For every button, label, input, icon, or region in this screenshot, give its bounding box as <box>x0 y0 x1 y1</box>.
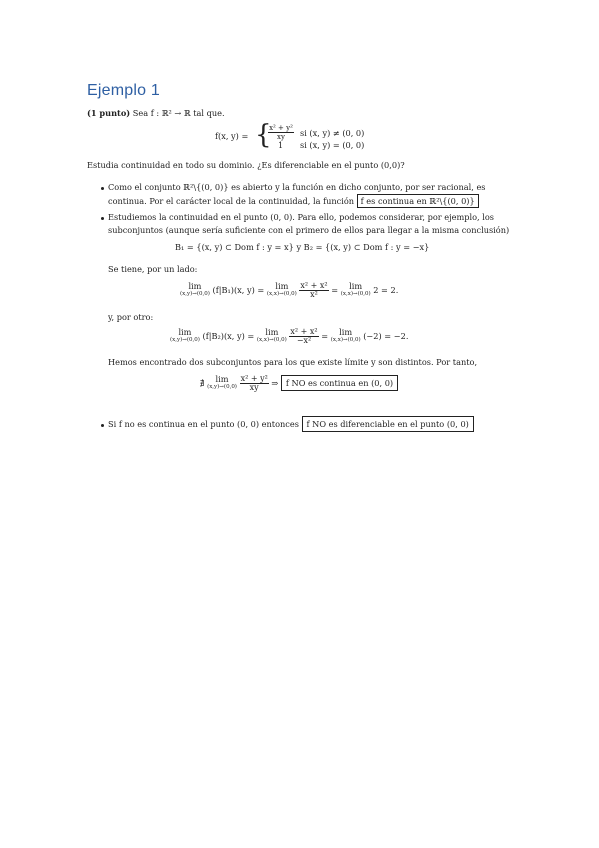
piecewise-lhs: f(x, y) = <box>215 131 249 141</box>
not-exists-symbol: ∄ <box>200 378 205 388</box>
lim-sub: (x,x)→(0,0) <box>330 337 361 343</box>
example-title: Ejemplo 1 <box>87 82 160 99</box>
lim1-denominator: x² <box>310 290 318 299</box>
bullet1-line1: Como el conjunto ℝ²\{(0, 0)} es abierto y la función en dicho conjunto, por ser racional, es <box>108 182 486 192</box>
bullet3-text: Si f no es continua en el punto (0, 0) entonces <box>108 419 299 429</box>
bullet-dot <box>101 187 104 190</box>
lim-op: lim <box>215 374 229 384</box>
bullet3-line <box>108 419 474 430</box>
lim-op: lim <box>188 281 202 291</box>
lim1-rhs-expr: 2 = 2. <box>373 285 399 295</box>
bullet2-line2: subconjuntos (aunque sería suficiente con el primero de ellos para llegar a la misma conclusión) <box>108 225 510 235</box>
lim2-numerator: x² + x² <box>290 327 318 336</box>
bullet2-line1: Estudiemos la continuidad en el punto (0, 0). Para ello, podemos considerar, por ejemplo, los <box>108 212 495 222</box>
case1-condition: si (x, y) ≠ (0, 0) <box>300 128 365 138</box>
lim2-rhs-expr: (−2) = −2. <box>363 331 409 341</box>
case2-value: 1 <box>278 140 284 150</box>
side1-intro: Se tiene, por un lado: <box>108 264 198 274</box>
lim2-lhs-expr: (f|B₂)(x, y) = <box>202 331 255 341</box>
not-continuous-box: f NO es continua en (0, 0) <box>281 375 398 391</box>
lim-sub: (x,x)→(0,0) <box>340 291 371 297</box>
equals-sign: = <box>331 285 339 295</box>
lim-op: lim <box>275 281 289 291</box>
final-limit-statement <box>200 375 398 392</box>
conclusion-text: Hemos encontrado dos subconjuntos para los que existe límite y son distintos. Por tanto, <box>108 357 478 367</box>
statement-text: Sea f : ℝ² → ℝ tal que. <box>130 108 225 118</box>
bullet1-line2-text: continua. Por el carácter local de la continuidad, la función <box>108 196 355 206</box>
case1-denominator: xy <box>277 133 285 141</box>
final-numerator: x² + y² <box>240 374 268 383</box>
question-text: Estudia continuidad en todo su dominio. ¿Es diferenciable en el punto (0,0)? <box>87 160 405 170</box>
limit-equation-1 <box>180 282 398 299</box>
lim-sub: (x,y)→(0,0) <box>170 337 200 343</box>
bullet-dot <box>101 217 104 220</box>
lim-op: lim <box>265 327 279 337</box>
equals-sign: = <box>321 331 329 341</box>
lim-sub: (x,y)→(0,0) <box>180 291 210 297</box>
bullet1-line2 <box>108 196 479 207</box>
side2-intro: y, por otro: <box>108 312 154 322</box>
lim-op: lim <box>339 327 353 337</box>
lim-op: lim <box>349 281 363 291</box>
piecewise-case1 <box>268 124 294 141</box>
lim1-lhs-expr: (f|B₁)(x, y) = <box>212 285 265 295</box>
final-denominator: xy <box>249 383 259 392</box>
left-brace: { <box>255 120 272 150</box>
implies-arrow: ⇒ <box>271 378 279 388</box>
lim-sub: (x,y)→(0,0) <box>207 384 237 390</box>
lim-sub: (x,x)→(0,0) <box>266 291 297 297</box>
case2-condition: si (x, y) = (0, 0) <box>300 140 365 150</box>
lim1-numerator: x² + x² <box>300 281 328 290</box>
lim-sub: (x,x)→(0,0) <box>256 337 287 343</box>
subsets-definition: B₁ = {(x, y) ⊂ Dom f : y = x} y B₂ = {(x, y) ⊂ Dom f : y = −x} <box>175 242 430 252</box>
points-label: (1 punto) <box>87 108 131 118</box>
lim-op: lim <box>178 327 192 337</box>
problem-statement <box>87 108 225 119</box>
case1-numerator: x² + y² <box>269 124 293 132</box>
limit-equation-2 <box>170 328 408 345</box>
lim2-denominator: −x² <box>296 336 312 345</box>
bullet-dot <box>101 424 104 427</box>
not-differentiable-box: f NO es diferenciable en el punto (0, 0) <box>302 416 474 432</box>
continuity-box: f es continua en ℝ²\{(0, 0)} <box>357 194 479 208</box>
